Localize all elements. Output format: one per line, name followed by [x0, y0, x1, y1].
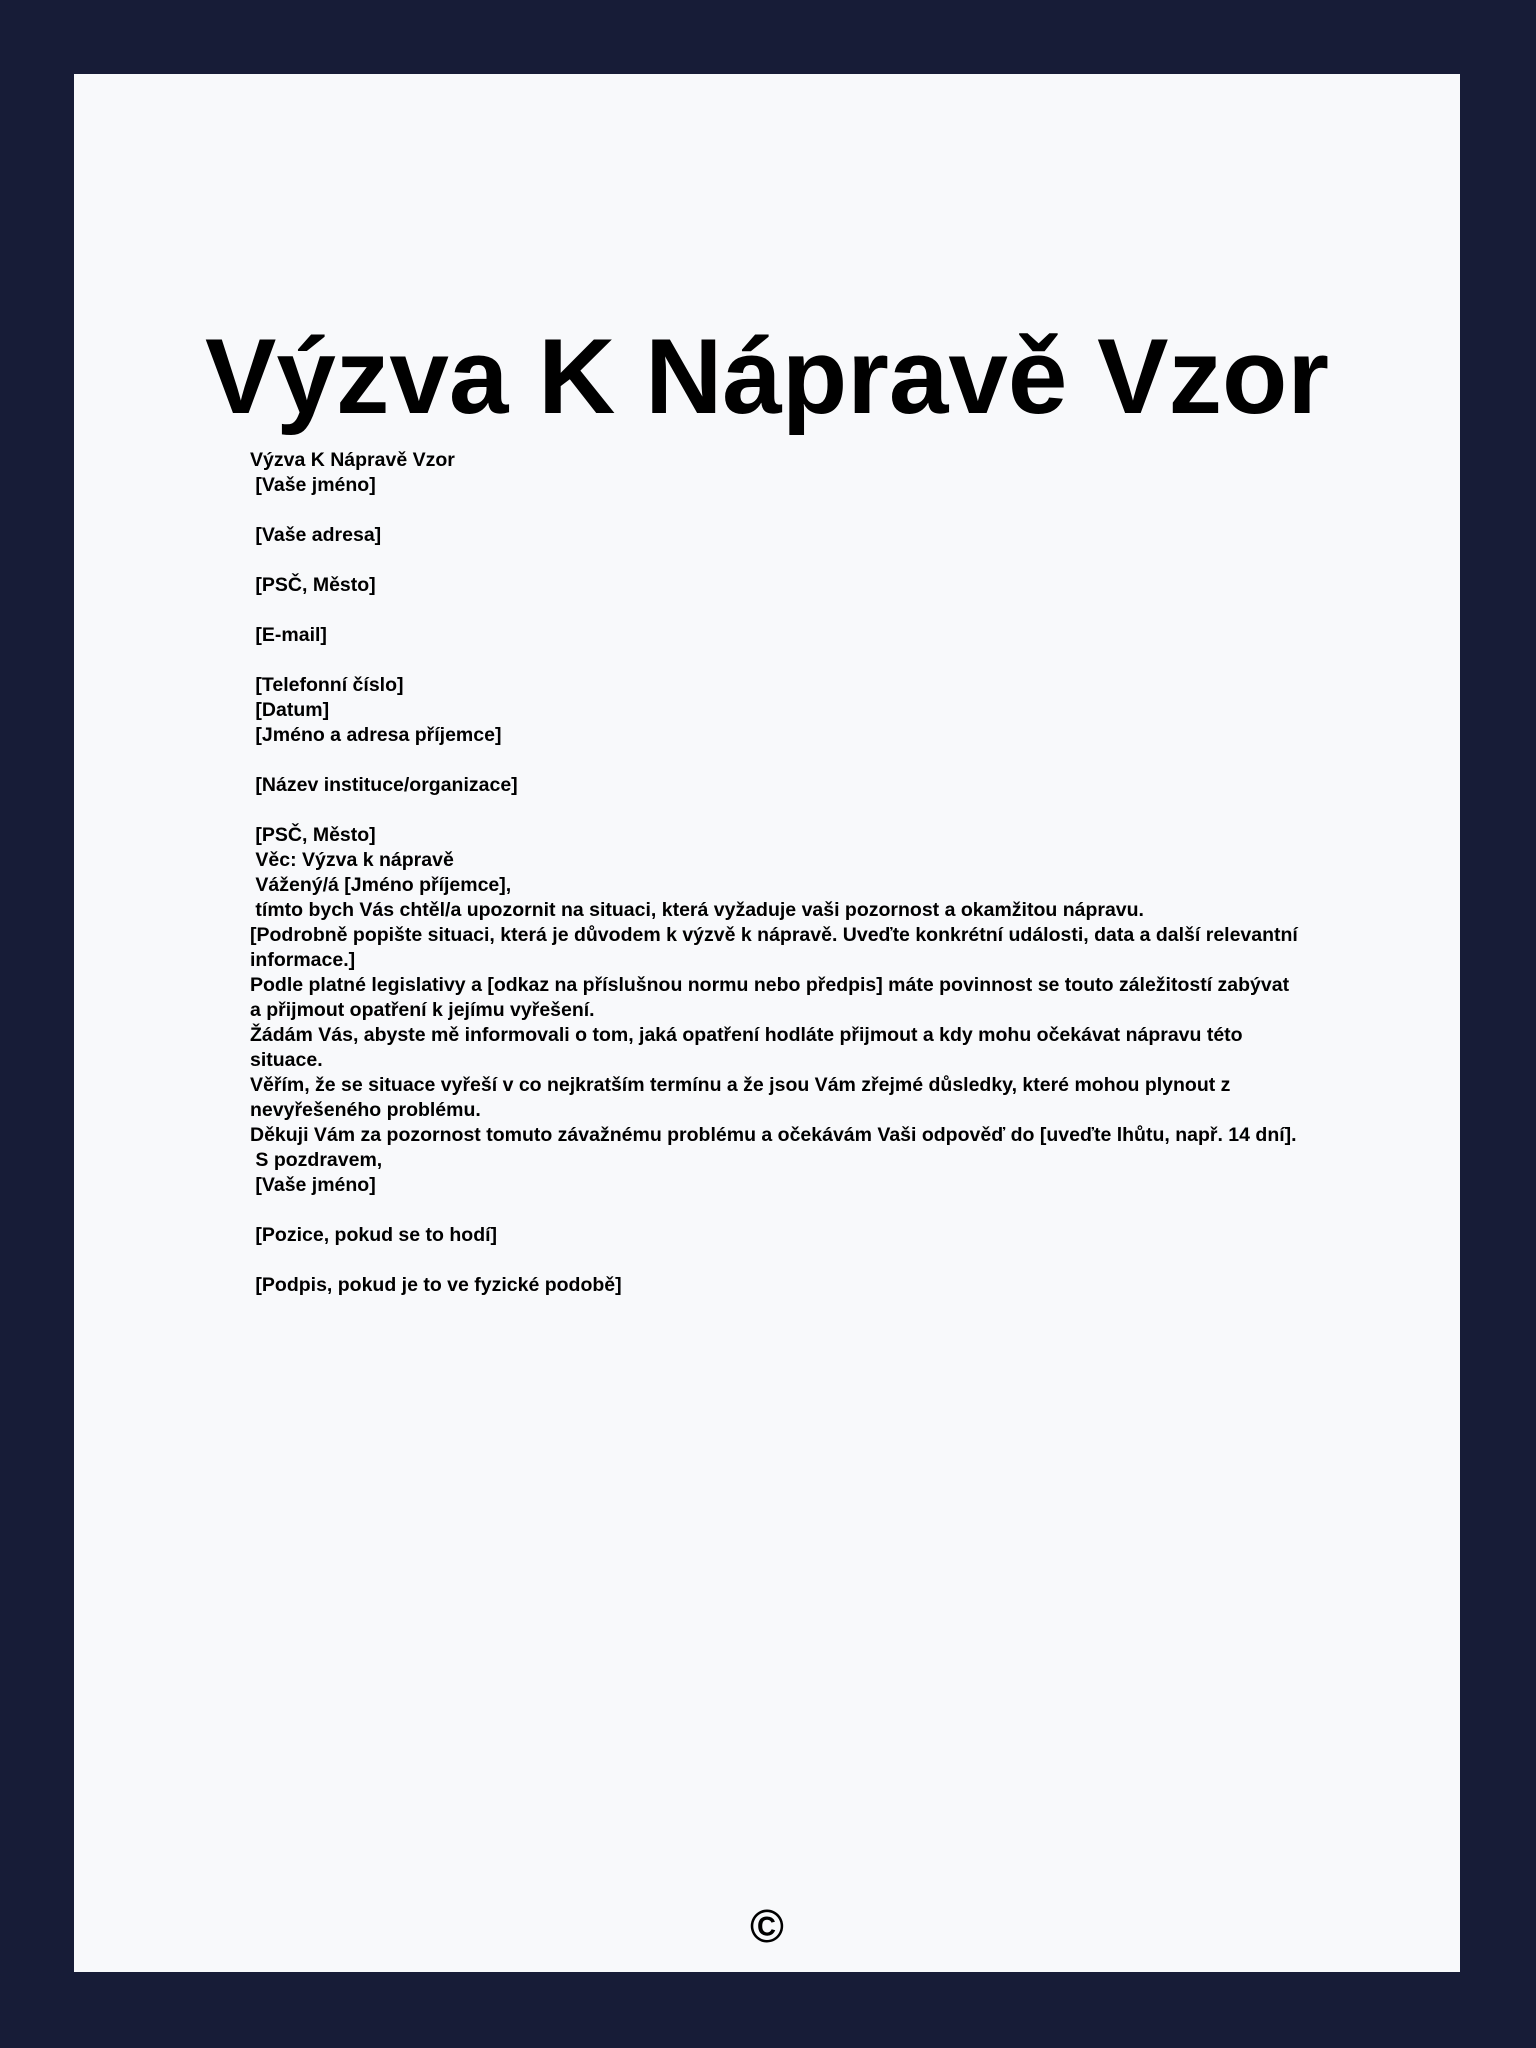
letter-line: S pozdravem,	[250, 1149, 383, 1171]
letter-line: tímto bych Vás chtěl/a upozornit na situaci, která vyžaduje vaši pozornost a okamžitou nápravu.	[250, 899, 1144, 921]
letter-line: Věc: Výzva k nápravě	[250, 849, 454, 871]
letter-body	[250, 448, 1304, 1298]
letter-line: [PSČ, Město]	[250, 824, 376, 846]
blank-line	[250, 798, 1298, 823]
copyright-icon: ©	[750, 1900, 784, 1952]
letter-line: Děkuji Vám za pozornost tomuto závažnému problému a očekávám Vaši odpověď do [uveďte lhůtu, např. 14 dní].	[250, 1124, 1297, 1146]
letter-line: [PSČ, Město]	[250, 574, 376, 596]
blank-line	[250, 498, 1298, 523]
letter-line: Vážený/á [Jméno příjemce],	[250, 874, 512, 896]
letter-line: Žádám Vás, abyste mě informovali o tom, jaká opatření hodláte přijmout a kdy mohu očekávat nápravu této situace.	[250, 1024, 1249, 1071]
letter-line: Podle platné legislativy a [odkaz na příslušnou normu nebo předpis] máte povinnost se touto záležitostí zabývat a přijmout opatření k jejímu vyřešení.	[250, 974, 1295, 1021]
letter-line: [Podrobně popište situaci, která je důvodem k výzvě k nápravě. Uveďte konkrétní události, data a další relevantní informace.]	[250, 924, 1304, 971]
letter-line: Výzva K Nápravě Vzor	[250, 449, 455, 471]
blank-line	[250, 648, 1298, 673]
letter-line: [Jméno a adresa příjemce]	[250, 724, 502, 746]
blank-line	[250, 548, 1298, 573]
blank-line	[250, 748, 1298, 773]
blank-line	[250, 1198, 1298, 1223]
letter-line: [Vaše adresa]	[250, 524, 382, 546]
letter-line: [E-mail]	[250, 624, 327, 646]
blank-line	[250, 598, 1298, 623]
document-page	[74, 74, 1460, 1972]
document-title: Výzva K Nápravě Vzor	[204, 316, 1330, 436]
letter-line: [Datum]	[250, 699, 330, 721]
letter-line: [Telefonní číslo]	[250, 674, 404, 696]
letter-line: [Pozice, pokud se to hodí]	[250, 1224, 498, 1246]
letter-line: Věřím, že se situace vyřeší v co nejkratším termínu a že jsou Vám zřejmé důsledky, které mohou plynout z nevyřešeného problému.	[250, 1074, 1236, 1121]
letter-line: [Vaše jméno]	[250, 1174, 376, 1196]
blank-line	[250, 1248, 1298, 1273]
letter-line: [Vaše jméno]	[250, 474, 376, 496]
letter-line: [Podpis, pokud je to ve fyzické podobě]	[250, 1274, 622, 1296]
letter-line: [Název instituce/organizace]	[250, 774, 518, 796]
